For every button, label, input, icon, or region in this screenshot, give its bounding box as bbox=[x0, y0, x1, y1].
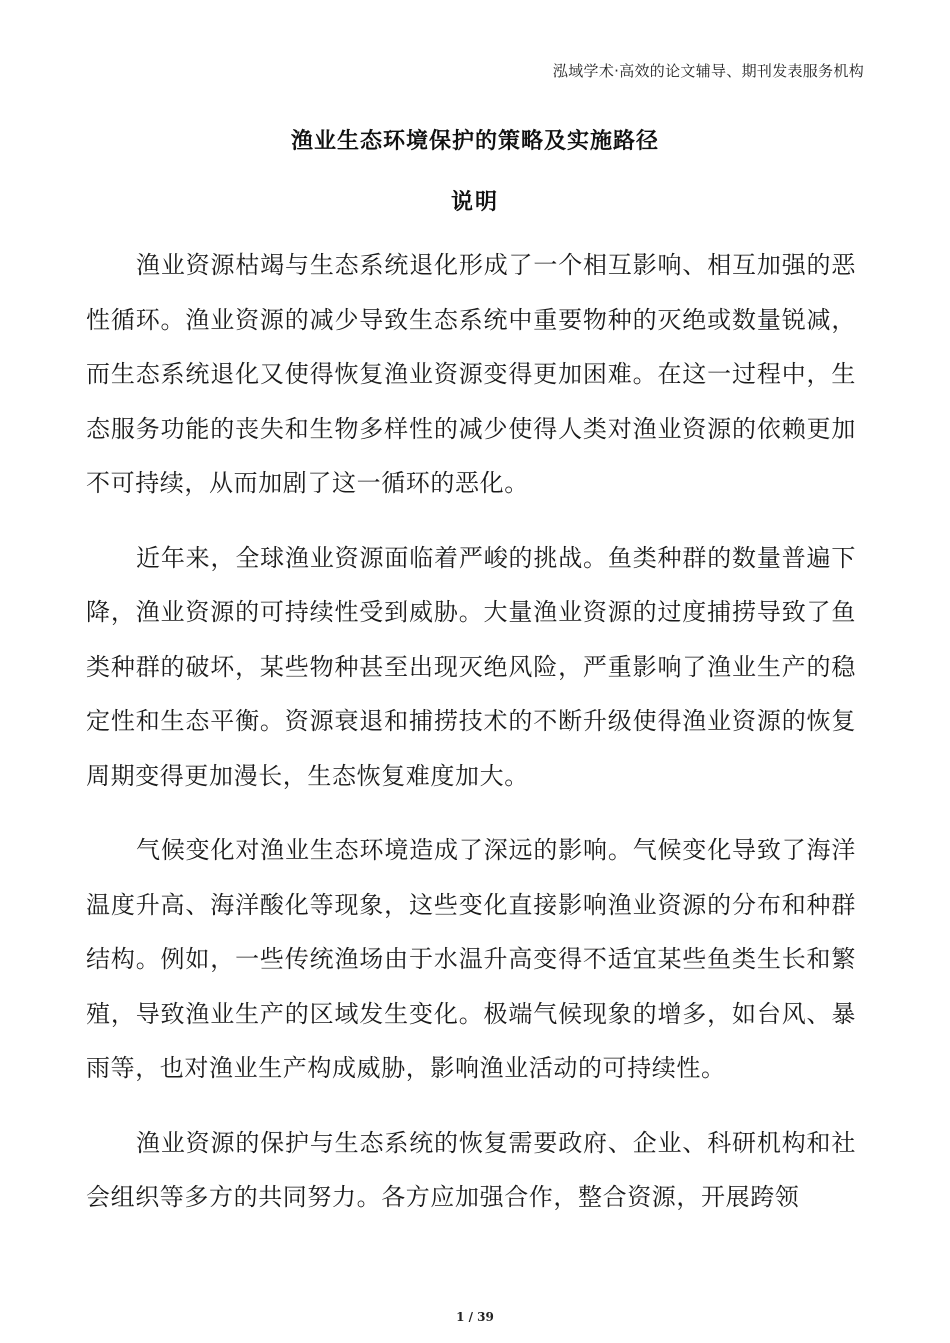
section-heading: 说明 bbox=[450, 190, 499, 215]
page-number: 1 / 39 bbox=[456, 1310, 494, 1324]
paragraph-3: 气候变化对渔业生态环境造成了深远的影响。气候变化导致了海洋温度升高、海洋酸化等现象，这些变化直接影响渔业资源的分布和种群结构。例如，一些传统渔场由于水温升高变得不适宜某些鱼类生长和繁殖，导致渔业生产的区域发生变化。极端气候现象的增多，如台风、暴雨等，也对渔业生产构成威胁，影响渔业活动的可持续性。 bbox=[86, 836, 856, 1082]
document-body bbox=[86, 238, 856, 1245]
document-title: 渔业生态环境保护的策略及实施路径 bbox=[290, 129, 659, 154]
paragraph-4: 渔业资源的保护与生态系统的恢复需要政府、企业、科研机构和社会组织等多方的共同努力。各方应加强合作，整合资源，开展跨领 bbox=[86, 1128, 856, 1211]
paragraph-1: 渔业资源枯竭与生态系统退化形成了一个相互影响、相互加强的恶性循环。渔业资源的减少导致生态系统中重要物种的灭绝或数量锐减，而生态系统退化又使得恢复渔业资源变得更加困难。在这一过程中，生态服务功能的丧失和生物多样性的减少使得人类对渔业资源的依赖更加不可持续，从而加剧了这一循环的恶化。 bbox=[86, 251, 856, 497]
page-header-brand: 泓域学术·高效的论文辅导、期刊发表服务机构 bbox=[552, 62, 864, 80]
paragraph-2: 近年来，全球渔业资源面临着严峻的挑战。鱼类种群的数量普遍下降，渔业资源的可持续性受到威胁。大量渔业资源的过度捕捞导致了鱼类种群的破坏，某些物种甚至出现灭绝风险，严重影响了渔业生产的稳定性和生态平衡。资源衰退和捕捞技术的不断升级使得渔业资源的恢复周期变得更加漫长，生态恢复难度加大。 bbox=[86, 543, 856, 790]
